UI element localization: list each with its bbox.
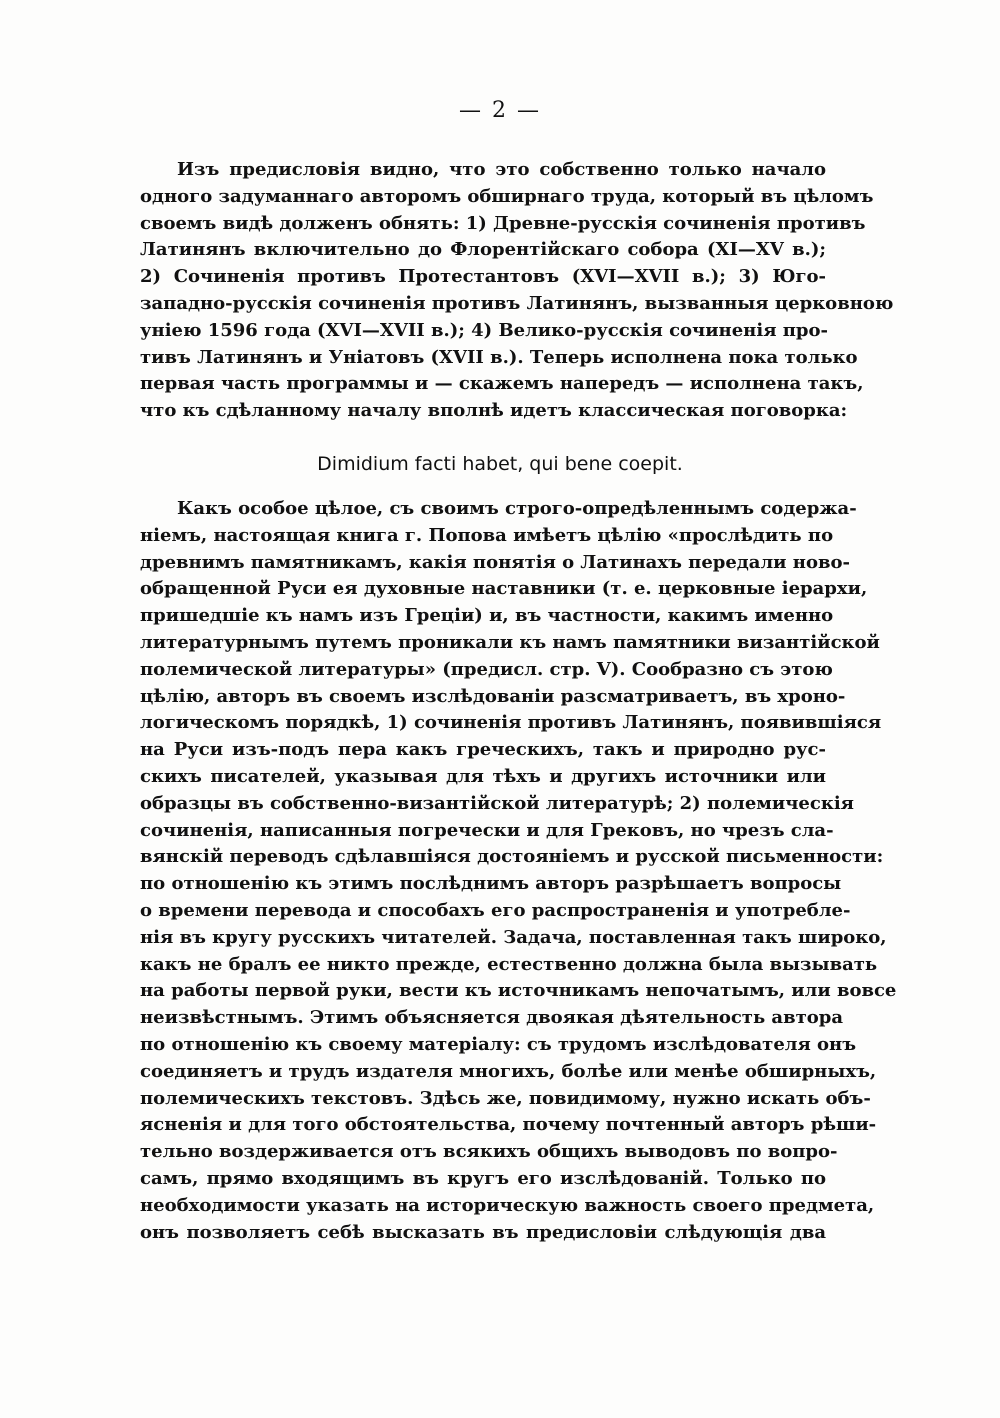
text-line: тельно воздерживается отъ всякихъ общихъ выводовъ по вопро- <box>140 1141 838 1163</box>
text-line: логическомъ порядкѣ, 1) сочиненія противъ Латинянъ, появившіяся <box>140 712 882 734</box>
text-line: сочиненія, написанныя погречески и для Грековъ, но чрезъ сла- <box>140 819 834 841</box>
text-line: самъ, прямо входящимъ въ кругъ его изслѣдованій. Только по <box>140 1167 826 1189</box>
text-line: одного задуманнаго авторомъ обширнаго труда, который въ цѣломъ <box>140 185 874 207</box>
latin-quote: Dimidium facti habet, qui bene coepit. <box>317 453 683 475</box>
text-line: на работы первой руки, вести къ источникамъ непочатымъ, или вовсе <box>140 980 897 1002</box>
text-line: пришедшіе къ намъ изъ Греціи) и, въ частности, какимъ именно <box>140 605 834 627</box>
text-line: первая часть программы и — скажемъ напередъ — исполнена такъ, <box>140 373 864 395</box>
text-line: нія въ кругу русскихъ читателей. Задача, поставленная такъ широко, <box>140 926 887 948</box>
text-line: по отношенію къ этимъ послѣднимъ авторъ разрѣшаетъ вопросы <box>140 873 842 895</box>
text-line: о времени перевода и способахъ его распространенія и употребле- <box>140 899 851 921</box>
text-line: по отношенію къ своему матеріалу: съ трудомъ изслѣдователя онъ <box>140 1033 857 1055</box>
text-line: цѣлію, авторъ въ своемъ изслѣдованіи разсматриваетъ, въ хроно- <box>140 685 846 707</box>
paragraph-2 <box>140 496 897 1246</box>
text-line: литературнымъ путемъ проникали къ намъ памятники византійской <box>140 631 880 653</box>
text-line: Изъ предисловія видно, что это собственно только начало <box>177 159 826 180</box>
text-line: обращенной Руси ея духовные наставники (т. е. церковные іерархи, <box>140 578 868 600</box>
text-line: тивъ Латинянъ и Уніатовъ (XVII в.). Теперь исполнена пока только <box>140 346 858 368</box>
text-line: 2) Сочиненія противъ Протестантовъ (XVI—XVII в.); 3) Юго- <box>140 266 826 288</box>
text-line: Латинянъ включительно до Флорентійскаго собора (XI—XV в.); <box>140 239 826 261</box>
text-line: своемъ видѣ долженъ обнять: 1) Древне-русскія сочиненія противъ <box>140 212 866 234</box>
text-line: Какъ особое цѣлое, съ своимъ строго-опредѣленнымъ содержа- <box>177 498 857 519</box>
text-line: древнимъ памятникамъ, какія понятія о Латинахъ передали ново- <box>140 551 850 573</box>
paragraph-1 <box>140 157 894 425</box>
text-line: ніемъ, настоящая книга г. Попова имѣетъ цѣлію «прослѣдить по <box>140 524 834 546</box>
text-line: неизвѣстнымъ. Этимъ объясняется двоякая дѣятельность автора <box>140 1007 844 1029</box>
text-line: необходимости указать на историческую важность своего предмета, <box>140 1194 875 1216</box>
text-line: скихъ писателей, указывая для тѣхъ и другихъ источники или <box>140 765 826 787</box>
text-line: какъ не бралъ ее никто прежде, естественно должна была вызывать <box>140 953 878 975</box>
text-line: что къ сдѣланному началу вполнѣ идетъ классическая поговорка: <box>140 400 848 422</box>
text-line: ясненія и для того обстоятельства, почему почтенный авторъ рѣши- <box>140 1114 877 1136</box>
page-number: — 2 — <box>459 98 541 123</box>
text-line: онъ позволяетъ себѣ высказать въ предисловіи слѣдующія два <box>140 1221 826 1243</box>
text-line: на Руси изъ-подъ пера какъ греческихъ, такъ и природно рус- <box>140 739 826 761</box>
text-line: образцы въ собственно-византійской литературѣ; 2) полемическія <box>140 792 854 814</box>
text-line: полемической литературы» (предисл. стр. V). Сообразно съ этою <box>140 658 833 680</box>
text-line: соединяетъ и трудъ издателя многихъ, болѣе или менѣе обширныхъ, <box>140 1060 877 1082</box>
text-line: западно-русскія сочиненія противъ Латинянъ, вызванныя церковною <box>140 292 894 314</box>
text-line: уніею 1596 года (XVI—XVII в.); 4) Велико-русскія сочиненія про- <box>140 319 828 341</box>
text-line: вянскій переводъ сдѣлавшіяся достояніемъ и русской письменности: <box>140 846 884 868</box>
text-line: полемическихъ текстовъ. Здѣсь же, повидимому, нужно искать объ- <box>140 1087 871 1109</box>
